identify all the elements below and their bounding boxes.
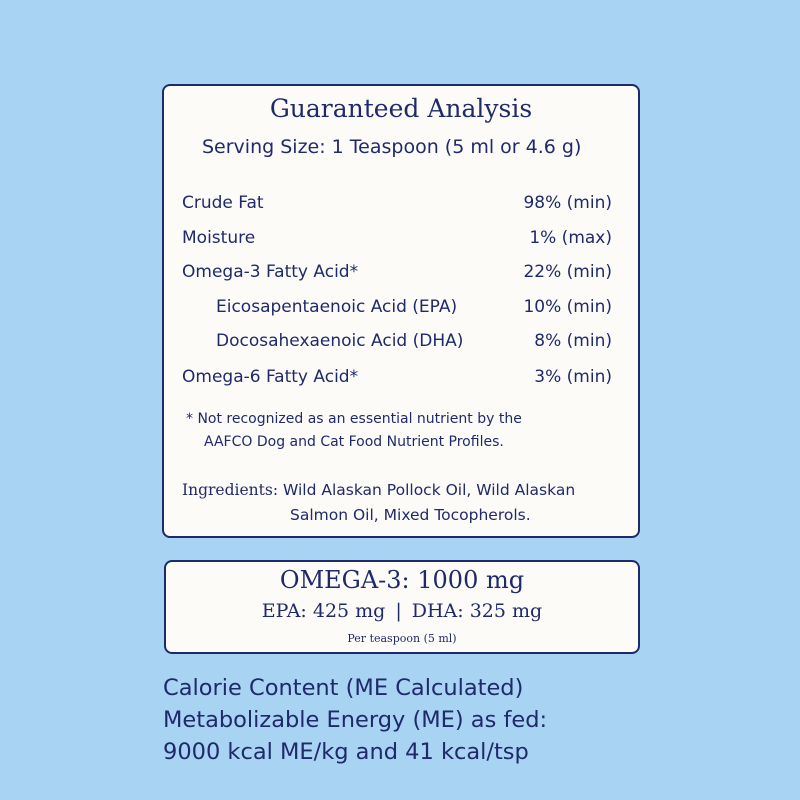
calorie-line: 9000 kcal ME/kg and 41 kcal/tsp [163, 739, 529, 765]
nutrient-row [182, 261, 612, 283]
nutrient-row [182, 227, 612, 249]
nutrient-row [182, 192, 612, 214]
dha-amount: DHA: 325 mg [411, 600, 543, 622]
analysis-title: Guaranteed Analysis [269, 94, 533, 123]
omega-3-panel [164, 560, 640, 654]
nutrient-name: Omega-3 Fatty Acid* [182, 262, 359, 282]
epa-dha-line [166, 600, 638, 622]
ingredients-label: Ingredients: [182, 481, 279, 499]
nutrient-value: 3% (min) [534, 367, 612, 387]
nutrient-row [182, 330, 612, 352]
nutrient-value: 22% (min) [523, 262, 612, 282]
nutrient-value: 98% (min) [523, 193, 612, 213]
calorie-content [163, 672, 793, 768]
serving-size: Serving Size: 1 Teaspoon (5 ml or 4.6 g) [202, 136, 582, 158]
nutrient-name: Moisture [182, 228, 256, 248]
nutrient-name: Eicosapentaenoic Acid (EPA) [216, 297, 458, 317]
nutrient-value: 1% (max) [529, 228, 612, 248]
ingredients [182, 478, 630, 528]
ingredients-text: Salmon Oil, Mixed Tocopherols. [290, 506, 531, 524]
per-teaspoon-note: Per teaspoon (5 ml) [347, 632, 457, 645]
nutrient-row [182, 366, 612, 388]
guaranteed-analysis-panel [162, 84, 640, 538]
footnote [186, 408, 616, 454]
nutrient-name: Omega-6 Fatty Acid* [182, 367, 359, 387]
calorie-line: Calorie Content (ME Calculated) [163, 675, 524, 701]
nutrient-name: Docosahexaenoic Acid (DHA) [216, 331, 464, 351]
omega-3-total: OMEGA-3: 1000 mg [279, 566, 525, 594]
calorie-line: Metabolizable Energy (ME) as fed: [163, 707, 548, 733]
nutrient-name: Crude Fat [182, 193, 264, 213]
nutrient-value: 8% (min) [534, 331, 612, 351]
separator: | [395, 600, 402, 622]
footnote-line: * Not recognized as an essential nutrient by the [186, 411, 522, 427]
nutrient-value: 10% (min) [523, 297, 612, 317]
nutrient-row [182, 296, 612, 318]
ingredients-text: Wild Alaskan Pollock Oil, Wild Alaskan [283, 481, 576, 499]
footnote-line: AAFCO Dog and Cat Food Nutrient Profiles. [204, 434, 504, 450]
epa-amount: EPA: 425 mg [261, 600, 386, 622]
